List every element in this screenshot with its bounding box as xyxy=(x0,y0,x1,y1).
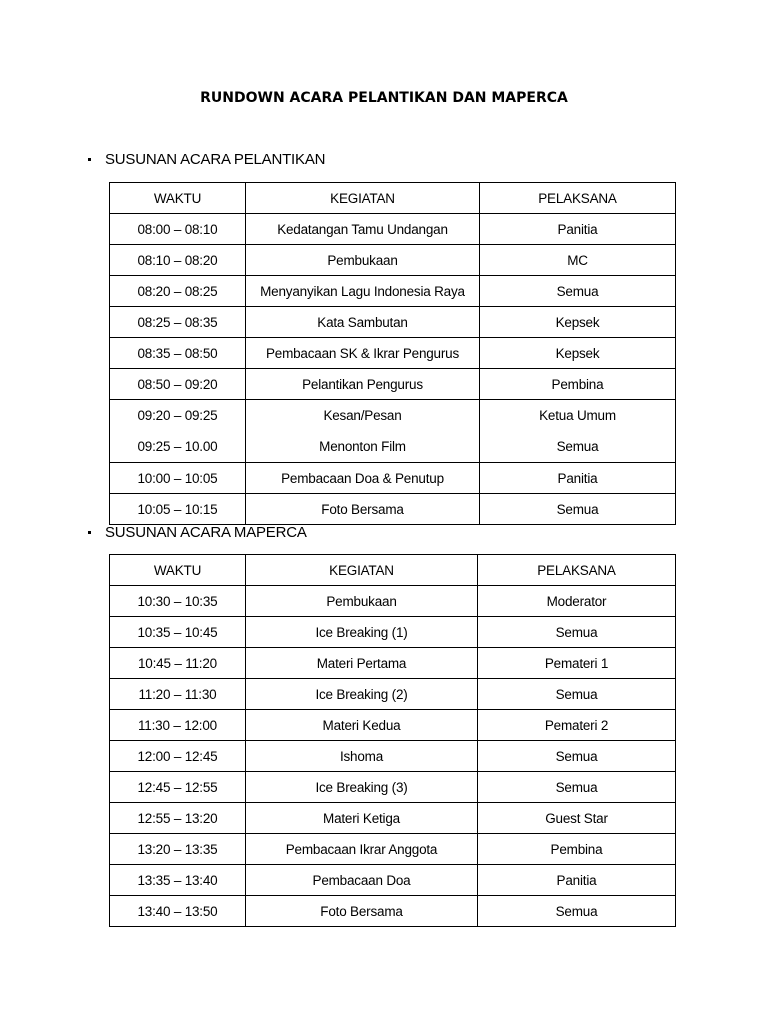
page-title: RUNDOWN ACARA PELANTIKAN DAN MAPERCA xyxy=(200,90,568,106)
table-row xyxy=(110,369,676,400)
cell-line: Menonton Film xyxy=(319,439,406,454)
cell-line: Kesan/Pesan xyxy=(323,408,402,423)
cell-pelaksana: Semua xyxy=(478,896,676,927)
cell-kegiatan: Kata Sambutan xyxy=(246,307,480,338)
table-row xyxy=(110,276,676,307)
cell-waktu: 13:40 – 13:50 xyxy=(110,896,246,927)
table-row xyxy=(110,648,676,679)
bullet-icon xyxy=(88,158,91,161)
cell-kegiatan: Pembacaan Ikrar Anggota xyxy=(246,834,478,865)
table-row xyxy=(110,245,676,276)
cell-kegiatan: Materi Ketiga xyxy=(246,803,478,834)
cell-pelaksana: Kepsek xyxy=(480,338,676,369)
header-pelaksana: PELAKSANA xyxy=(480,183,676,214)
cell-kegiatan: Materi Pertama xyxy=(246,648,478,679)
table-header-row xyxy=(110,183,676,214)
cell-pelaksana: Panitia xyxy=(480,463,676,494)
cell-kegiatan: Foto Bersama xyxy=(246,896,478,927)
cell-pelaksana: Panitia xyxy=(480,214,676,245)
cell-pelaksana: Semua xyxy=(478,772,676,803)
table-maperca xyxy=(109,554,676,927)
cell-kegiatan: Pembacaan Doa xyxy=(246,865,478,896)
cell-pelaksana: Kepsek xyxy=(480,307,676,338)
cell-pelaksana: Semua xyxy=(478,679,676,710)
section-heading-text: SUSUNAN ACARA PELANTIKAN xyxy=(105,151,326,168)
cell-waktu: 12:55 – 13:20 xyxy=(110,803,246,834)
cell-kegiatan: Ice Breaking (1) xyxy=(246,617,478,648)
cell-waktu xyxy=(110,400,246,463)
cell-kegiatan: Ice Breaking (3) xyxy=(246,772,478,803)
table-row-merged xyxy=(110,400,676,463)
cell-waktu: 08:50 – 09:20 xyxy=(110,369,246,400)
header-waktu: WAKTU xyxy=(110,555,246,586)
cell-waktu: 08:00 – 08:10 xyxy=(110,214,246,245)
cell-waktu: 08:10 – 08:20 xyxy=(110,245,246,276)
table-row xyxy=(110,865,676,896)
bullet-icon xyxy=(88,531,91,534)
cell-waktu: 08:20 – 08:25 xyxy=(110,276,246,307)
cell-pelaksana: Semua xyxy=(478,617,676,648)
cell-kegiatan: Menyanyikan Lagu Indonesia Raya xyxy=(246,276,480,307)
cell-pelaksana: Moderator xyxy=(478,586,676,617)
cell-kegiatan xyxy=(246,400,480,463)
table-row xyxy=(110,896,676,927)
header-kegiatan: KEGIATAN xyxy=(246,555,478,586)
cell-kegiatan: Materi Kedua xyxy=(246,710,478,741)
cell-waktu: 12:45 – 12:55 xyxy=(110,772,246,803)
cell-kegiatan: Ishoma xyxy=(246,741,478,772)
cell-kegiatan: Kedatangan Tamu Undangan xyxy=(246,214,480,245)
section-heading-pelantikan xyxy=(88,151,325,169)
table-pelantikan xyxy=(109,182,676,525)
cell-pelaksana: Panitia xyxy=(478,865,676,896)
cell-pelaksana: Guest Star xyxy=(478,803,676,834)
table-row xyxy=(110,307,676,338)
table-row xyxy=(110,772,676,803)
table-row xyxy=(110,494,676,525)
header-pelaksana: PELAKSANA xyxy=(478,555,676,586)
cell-waktu: 10:35 – 10:45 xyxy=(110,617,246,648)
cell-pelaksana: Pemateri 1 xyxy=(478,648,676,679)
cell-pelaksana: MC xyxy=(480,245,676,276)
table-row xyxy=(110,710,676,741)
cell-kegiatan: Pembukaan xyxy=(246,586,478,617)
cell-kegiatan: Pembukaan xyxy=(246,245,480,276)
cell-waktu: 11:20 – 11:30 xyxy=(110,679,246,710)
section-heading-maperca xyxy=(88,524,307,542)
table-row xyxy=(110,741,676,772)
section-heading-text: SUSUNAN ACARA MAPERCA xyxy=(105,524,307,541)
cell-waktu: 10:30 – 10:35 xyxy=(110,586,246,617)
table-row xyxy=(110,617,676,648)
cell-waktu: 10:05 – 10:15 xyxy=(110,494,246,525)
cell-pelaksana xyxy=(480,400,676,463)
cell-line: 09:20 – 09:25 xyxy=(137,408,218,423)
cell-waktu: 10:45 – 11:20 xyxy=(110,648,246,679)
table-row xyxy=(110,586,676,617)
cell-pelaksana: Pembina xyxy=(478,834,676,865)
cell-kegiatan: Foto Bersama xyxy=(246,494,480,525)
cell-waktu: 13:20 – 13:35 xyxy=(110,834,246,865)
cell-line: 09:25 – 10.00 xyxy=(137,439,218,454)
cell-pelaksana: Semua xyxy=(480,494,676,525)
table-row xyxy=(110,679,676,710)
cell-line: Ketua Umum xyxy=(539,408,616,423)
cell-waktu: 08:25 – 08:35 xyxy=(110,307,246,338)
cell-pelaksana: Semua xyxy=(478,741,676,772)
table-header-row xyxy=(110,555,676,586)
cell-waktu: 12:00 – 12:45 xyxy=(110,741,246,772)
table-row xyxy=(110,214,676,245)
cell-kegiatan: Pembacaan Doa & Penutup xyxy=(246,463,480,494)
cell-waktu: 11:30 – 12:00 xyxy=(110,710,246,741)
header-kegiatan: KEGIATAN xyxy=(246,183,480,214)
table-row xyxy=(110,834,676,865)
cell-kegiatan: Ice Breaking (2) xyxy=(246,679,478,710)
table-row xyxy=(110,803,676,834)
cell-waktu: 10:00 – 10:05 xyxy=(110,463,246,494)
header-waktu: WAKTU xyxy=(110,183,246,214)
cell-kegiatan: Pelantikan Pengurus xyxy=(246,369,480,400)
cell-line: Semua xyxy=(556,439,599,454)
cell-pelaksana: Pemateri 2 xyxy=(478,710,676,741)
table-row xyxy=(110,463,676,494)
cell-kegiatan: Pembacaan SK & Ikrar Pengurus xyxy=(246,338,480,369)
cell-pelaksana: Pembina xyxy=(480,369,676,400)
cell-pelaksana: Semua xyxy=(480,276,676,307)
cell-waktu: 13:35 – 13:40 xyxy=(110,865,246,896)
cell-waktu: 08:35 – 08:50 xyxy=(110,338,246,369)
table-row xyxy=(110,338,676,369)
